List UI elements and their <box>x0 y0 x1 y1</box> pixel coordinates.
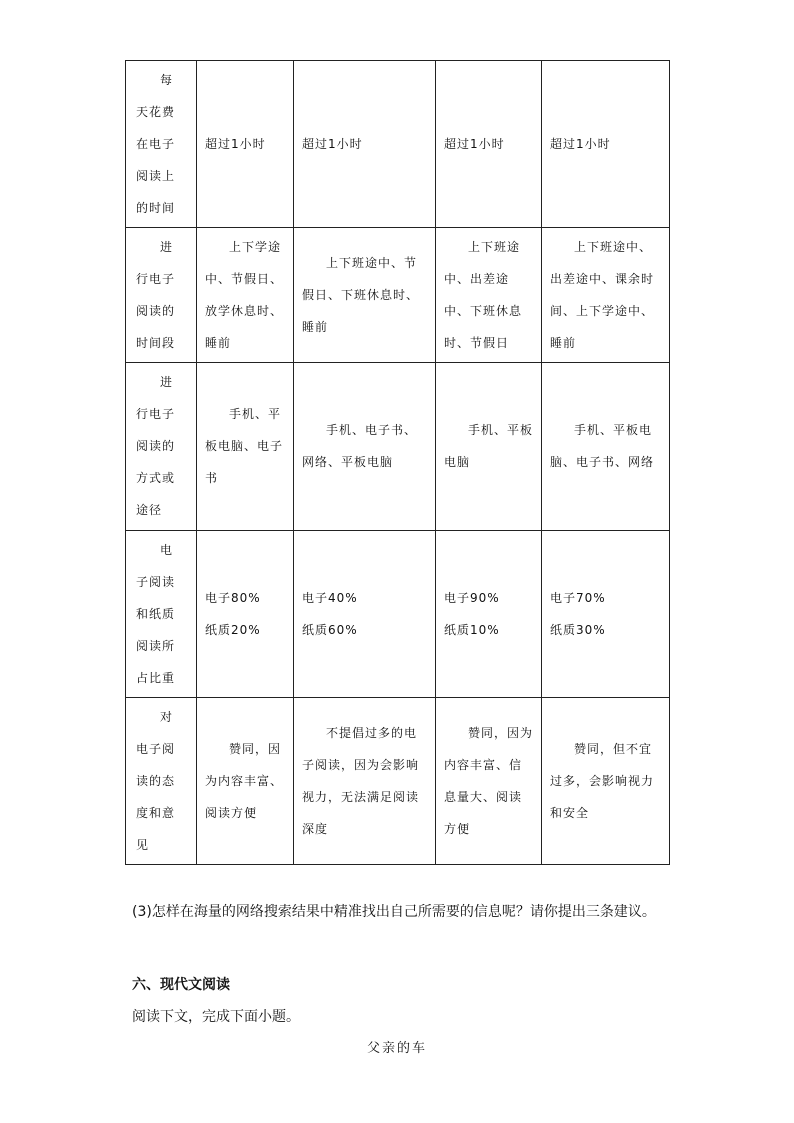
table-row-time-period <box>126 228 670 363</box>
table-cell: 手机、平板电脑、电子书 <box>197 363 294 530</box>
table-cell: 赞同，但不宜过多，会影响视力和安全 <box>542 697 670 864</box>
table-cell: 超过1小时 <box>197 61 294 228</box>
row-header: 进行电子阅读的时间段 <box>126 228 197 363</box>
table-cell: 电子40% 纸质60% <box>294 530 436 697</box>
table-cell: 上下班途中、出差途中、课余时间、上下学途中、睡前 <box>542 228 670 363</box>
row-header: 对电子阅读的态度和意见 <box>126 697 197 864</box>
table-cell: 手机、平板电脑、电子书、网络 <box>542 363 670 530</box>
table-cell: 不提倡过多的电子阅读，因为会影响视力，无法满足阅读深度 <box>294 697 436 864</box>
table-cell: 手机、电子书、网络、平板电脑 <box>294 363 436 530</box>
table-cell: 上下学途中、节假日、放学休息时、睡前 <box>197 228 294 363</box>
table-cell: 超过1小时 <box>294 61 436 228</box>
row-header: 电子阅读和纸质阅读所占比重 <box>126 530 197 697</box>
table-row-method <box>126 363 670 530</box>
question-3: (3)怎样在海量的网络搜索结果中精准找出自己所需要的信息呢？请你提出三条建议。 <box>132 904 656 920</box>
row-header: 进行电子阅读的方式或途径 <box>126 363 197 530</box>
table-cell: 超过1小时 <box>542 61 670 228</box>
table-cell: 赞同，因为内容丰富、信息量大、阅读方便 <box>436 697 542 864</box>
table-cell: 电子70% 纸质30% <box>542 530 670 697</box>
table-cell: 超过1小时 <box>436 61 542 228</box>
instruction-text: 阅读下文，完成下面小题。 <box>132 1009 300 1025</box>
table-cell: 电子90% 纸质10% <box>436 530 542 697</box>
table-row-attitude <box>126 697 670 864</box>
survey-table <box>125 60 670 865</box>
table-cell: 赞同，因为内容丰富、阅读方便 <box>197 697 294 864</box>
row-header: 每天花费在电子阅读上的时间 <box>126 61 197 228</box>
table-cell: 上下班途中、节假日、下班休息时、睡前 <box>294 228 436 363</box>
table-row-daily-time <box>126 61 670 228</box>
table-cell: 电子80% 纸质20% <box>197 530 294 697</box>
section-title: 六、现代文阅读 <box>132 977 230 993</box>
table-cell: 上下班途中、出差途中、下班休息时、节假日 <box>436 228 542 363</box>
table-row-ratio <box>126 530 670 697</box>
table-cell: 手机、平板电脑 <box>436 363 542 530</box>
article-title: 父亲的车 <box>366 1041 427 1056</box>
